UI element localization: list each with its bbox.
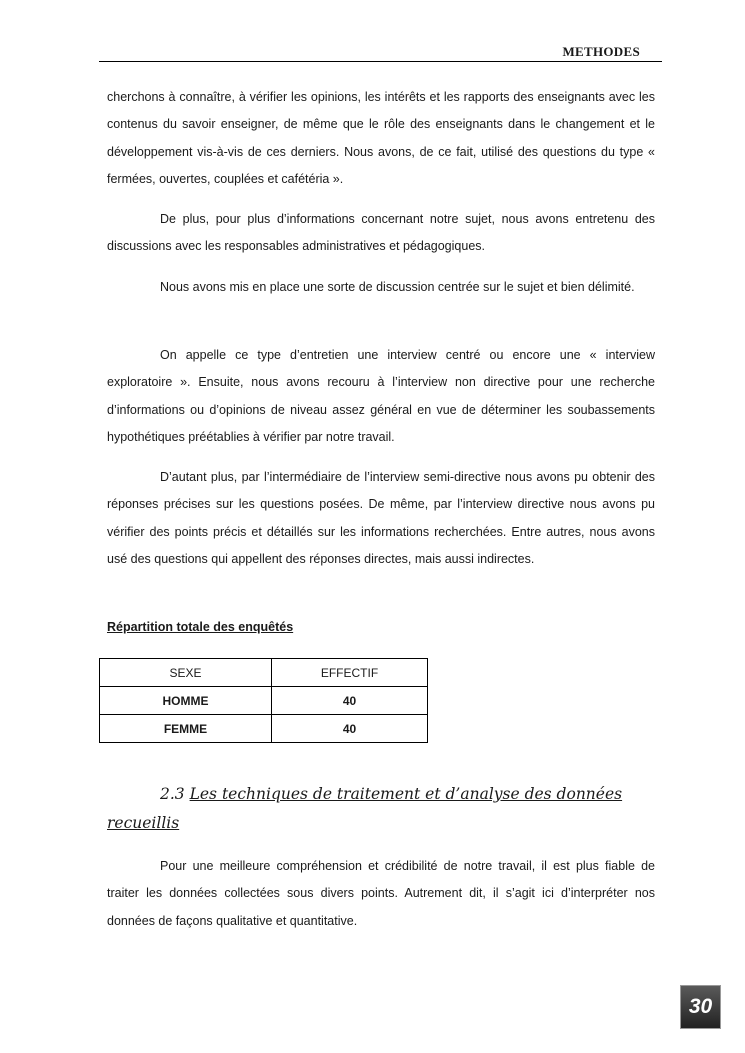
- paragraph-3: Nous avons mis en place une sorte de discussion centrée sur le sujet et bien délimité.: [160, 280, 635, 294]
- row-label: FEMME: [100, 715, 272, 743]
- paragraph-2: De plus, pour plus d’informations concernant notre sujet, nous avons entretenu des discussions avec les responsables administratives et pédagogiques.: [107, 212, 655, 254]
- table-row: [100, 715, 428, 743]
- closing-paragraph: Pour une meilleure compréhension et crédibilité de notre travail, il est plus fiable de traiter les données collectées sous divers points. Autrement dit, il s’agit ici d’interpréter nos données de façons qualitative et quantitative.: [107, 859, 655, 928]
- row-label: HOMME: [100, 687, 272, 715]
- header-rule: [99, 61, 662, 62]
- survey-heading: Répartition totale des enquêtés: [107, 620, 294, 634]
- running-header: METHODES: [562, 44, 640, 59]
- column-header-effectif: EFFECTIF: [272, 659, 428, 687]
- row-value: 40: [272, 715, 428, 743]
- row-value: 40: [272, 687, 428, 715]
- table-row: [100, 687, 428, 715]
- subsection-title: Les techniques de traitement et d’analyse des données recueillis: [107, 785, 623, 832]
- paragraph-1: cherchons à connaître, à vérifier les opinions, les intérêts et les rapports des enseignants avec les contenus du savoir enseigner, de même que le rôle des enseignants dans le changement et le développement vis-à-vis de ces derniers. Nous avons, de ce fait, utilisé des questions du type « fermées, ouvertes, couplées et cafétéria ».: [107, 90, 655, 187]
- column-header-sexe: SEXE: [100, 659, 272, 687]
- survey-table: [99, 658, 428, 743]
- table-header-row: [100, 659, 428, 687]
- subsection-heading: [107, 780, 657, 838]
- paragraph-5: D’autant plus, par l’intermédiaire de l’interview semi-directive nous avons pu obtenir des réponses précises sur les questions posées. De même, par l’interview directive nous avons pu vérifier des points précis et détaillés sur les informations recherchées. Entre autres, nous avons usé des questions qui appellent des réponses directes, mais aussi indirectes.: [107, 470, 655, 567]
- subsection-number: 2.3: [160, 785, 185, 803]
- page-number-badge: 30: [680, 985, 721, 1029]
- paragraph-4: On appelle ce type d’entretien une interview centré ou encore une « interview exploratoire ». Ensuite, nous avons recouru à l’interview non directive pour une recherche d’informations ou d’opinions de niveau assez général en vue de déterminer les soubassements hypothétiques préétablies à vérifier par notre travail.: [107, 348, 655, 445]
